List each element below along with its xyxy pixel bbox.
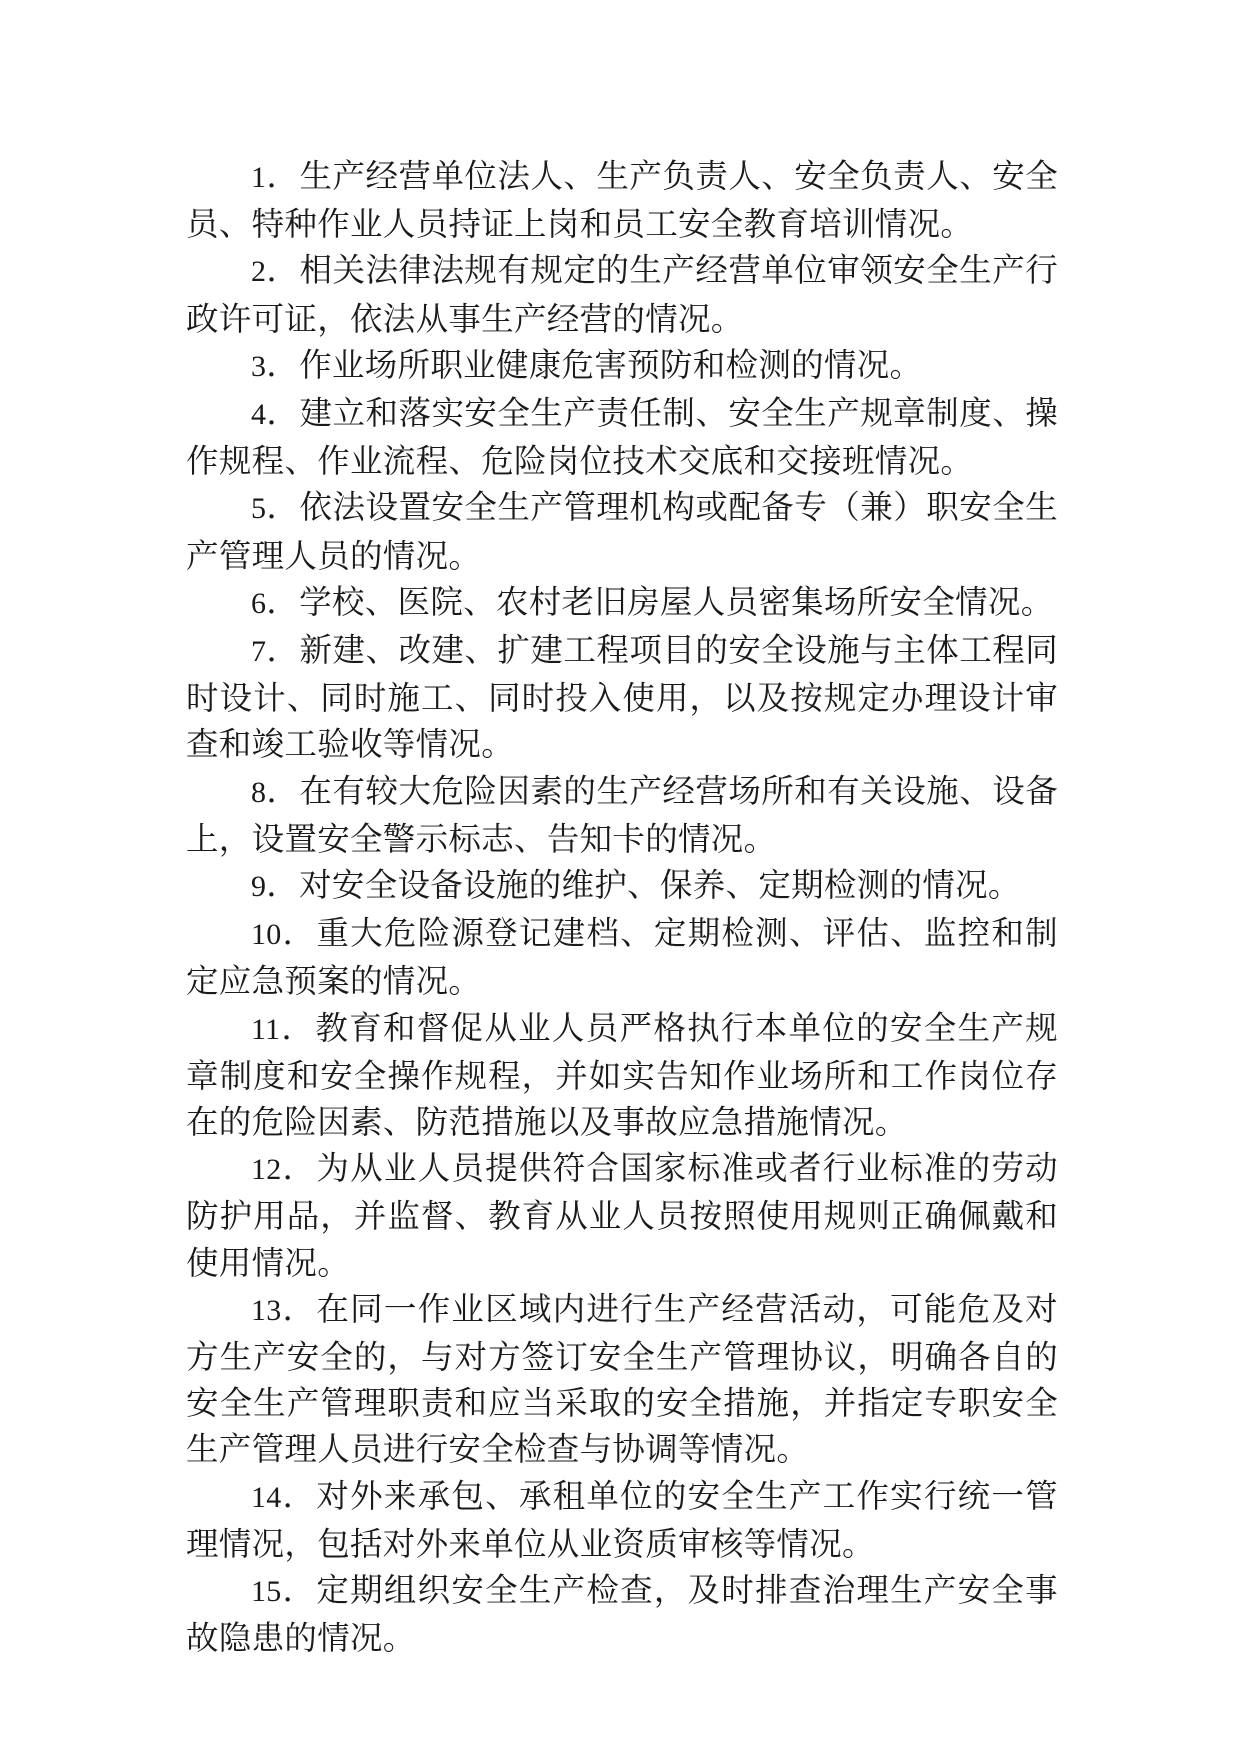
item-text: 学校、医院、农村老旧房屋人员密集场所安全情况。 xyxy=(299,582,1054,621)
item-number: 3 xyxy=(251,349,267,383)
list-item xyxy=(186,153,1058,247)
item-number: 4 xyxy=(251,398,267,432)
item-separator: ． xyxy=(280,1008,316,1047)
item-number: 14 xyxy=(251,1480,282,1514)
item-separator: ． xyxy=(266,251,300,290)
item-number: 13 xyxy=(251,1293,282,1327)
item-number: 5 xyxy=(251,492,267,526)
item-text: 重大危险源登记建档、定期检测、评估、监控和制定应急预案的情况。 xyxy=(186,914,1058,1001)
item-number: 12 xyxy=(251,1153,282,1187)
list-item xyxy=(186,579,1058,627)
item-separator: ． xyxy=(281,914,317,953)
list-item xyxy=(186,1286,1058,1473)
list-item xyxy=(186,768,1058,862)
list-item xyxy=(186,862,1058,910)
item-text: 为从业人员提供符合国家标准或者行业标准的劳动防护用品，并监督、教育从业人员按照使用规则正确佩戴和使用情况。 xyxy=(186,1149,1058,1282)
item-number: 8 xyxy=(251,775,267,809)
list-item xyxy=(186,1145,1058,1286)
item-number: 7 xyxy=(251,635,267,669)
item-number: 9 xyxy=(251,870,267,904)
list-item xyxy=(186,1005,1058,1146)
item-text: 相关法律法规有规定的生产经营单位审领安全生产行政许可证，依法从事生产经营的情况。 xyxy=(186,251,1058,338)
item-text: 在同一作业区域内进行生产经营活动，可能危及对方生产安全的，与对方签订安全生产管理协议，明确各自的安全生产管理职责和应当采取的安全措施，并指定专职安全生产管理人员进行安全检查与协调等情况。 xyxy=(186,1289,1058,1469)
list-item xyxy=(186,390,1058,484)
item-number: 1 xyxy=(251,161,267,194)
item-text: 生产经营单位法人、生产负责人、安全负责人、安全员、特种作业人员持证上岗和员工安全教育培训情况。 xyxy=(186,157,1058,244)
item-separator: ． xyxy=(266,345,300,384)
list-item xyxy=(186,627,1058,768)
item-text: 教育和督促从业人员严格执行本单位的安全生产规章制度和安全操作规程，并如实告知作业场所和工作岗位存在的危险因素、防范措施以及事故应急措施情况。 xyxy=(186,1008,1058,1142)
document-body xyxy=(186,153,1058,1662)
item-separator: ． xyxy=(281,1149,317,1188)
list-item xyxy=(186,342,1058,390)
list-item xyxy=(186,247,1058,341)
item-separator: ． xyxy=(266,631,300,670)
item-separator: ． xyxy=(266,157,300,195)
item-separator: ． xyxy=(266,771,300,810)
item-number: 10 xyxy=(251,918,282,952)
list-item xyxy=(186,910,1058,1004)
item-separator: ． xyxy=(281,1289,317,1328)
item-text: 依法设置安全生产管理机构或配备专（兼）职安全生产管理人员的情况。 xyxy=(186,488,1058,575)
item-separator: ． xyxy=(266,582,300,621)
item-separator: ． xyxy=(266,866,300,905)
list-item xyxy=(186,1567,1058,1661)
item-separator: ． xyxy=(281,1571,317,1610)
item-separator: ． xyxy=(281,1476,317,1515)
item-text: 新建、改建、扩建工程项目的安全设施与主体工程同时设计、同时施工、同时投入使用，以及按规定办理设计审查和竣工验收等情况。 xyxy=(186,631,1058,764)
list-item xyxy=(186,1473,1058,1567)
item-text: 对外来承包、承租单位的安全生产工作实行统一管理情况，包括对外来单位从业资质审核等情况。 xyxy=(186,1476,1058,1563)
item-text: 定期组织安全生产检查，及时排查治理生产安全事故隐患的情况。 xyxy=(186,1571,1058,1658)
item-text: 建立和落实安全生产责任制、安全生产规章制度、操作规程、作业流程、危险岗位技术交底和交接班情况。 xyxy=(186,394,1058,481)
item-separator: ． xyxy=(266,488,300,527)
item-number: 15 xyxy=(251,1575,282,1609)
item-number: 6 xyxy=(251,586,267,620)
item-number: 2 xyxy=(251,255,267,289)
list-item xyxy=(186,484,1058,578)
item-text: 作业场所职业健康危害预防和检测的情况。 xyxy=(299,345,923,384)
item-text: 在有较大危险因素的生产经营场所和有关设施、设备上，设置安全警示标志、告知卡的情况。 xyxy=(186,771,1058,858)
item-text: 对安全设备设施的维护、保养、定期检测的情况。 xyxy=(299,866,1021,905)
item-separator: ． xyxy=(266,394,300,433)
item-number: 11 xyxy=(251,1012,281,1046)
